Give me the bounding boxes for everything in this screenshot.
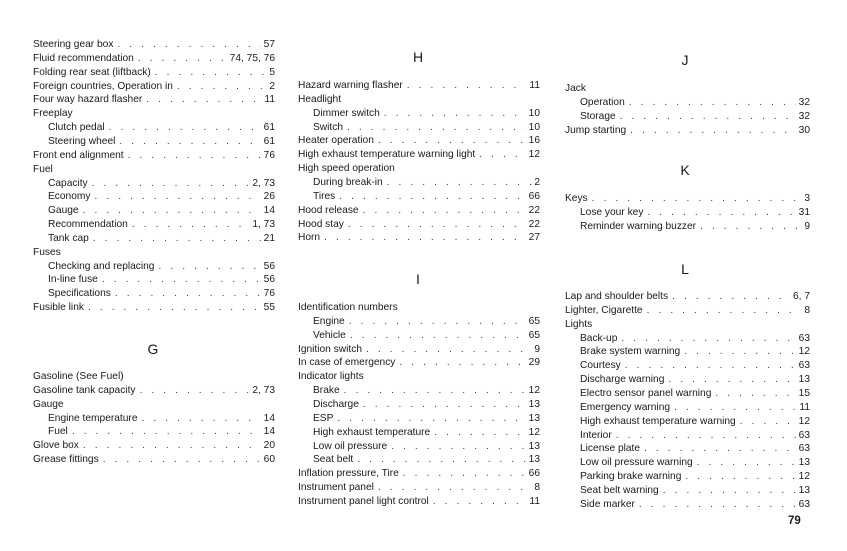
dot-leader (621, 332, 795, 346)
dot-leader (83, 204, 261, 218)
entry-label: Hood stay (298, 218, 344, 230)
dot-leader (647, 304, 802, 318)
section-letter-k: K (680, 162, 690, 178)
index-entry (33, 246, 275, 260)
entry-label: Instrument panel light control (298, 495, 429, 507)
entry-label: Headlight (298, 93, 342, 105)
index-subentry (313, 329, 540, 343)
section-letter-h: H (412, 49, 424, 65)
index-entry (565, 290, 810, 304)
index-subentry (313, 412, 540, 426)
entry-label: Lighter, Cigarette (565, 304, 643, 316)
entry-label: ESP (313, 412, 334, 424)
entry-page-ref: 2 (269, 80, 275, 92)
index-subentry (580, 373, 810, 387)
index-entry (33, 38, 275, 52)
dot-leader (620, 110, 796, 124)
entry-label: High speed operation (298, 163, 395, 175)
index-subentry (313, 107, 540, 121)
dot-leader (128, 149, 261, 163)
entry-label: Tires (313, 190, 336, 202)
index-entry (298, 343, 540, 357)
entry-label: Brake system warning (580, 346, 681, 358)
entry-label: Checking and replacing (48, 260, 155, 272)
entry-page-ref: 76 (263, 288, 275, 300)
entry-page-ref: 1, 73 (252, 219, 275, 231)
dot-leader (616, 429, 796, 443)
dot-leader (347, 121, 526, 135)
dot-leader (647, 206, 795, 220)
entry-label: During break-in (313, 176, 383, 188)
index-entry (298, 93, 540, 107)
entry-page-ref: 12 (528, 385, 540, 397)
index-subentry (580, 96, 810, 110)
entry-page-ref: 30 (798, 124, 810, 136)
entry-label: High exhaust temperature warning light (298, 149, 476, 161)
entry-label: Horn (298, 232, 321, 244)
index-entry (298, 148, 540, 162)
index-subentry (48, 287, 275, 301)
dot-leader (639, 498, 796, 512)
index-subentry (580, 470, 810, 484)
entry-label: Capacity (48, 177, 88, 189)
entry-page-ref: 31 (798, 206, 810, 218)
index-entry (33, 80, 275, 94)
entry-label: Reminder warning buzzer (580, 220, 697, 232)
entry-label: Grease fittings (33, 454, 99, 466)
dot-leader (403, 467, 526, 481)
entry-label: Switch (313, 121, 344, 133)
index-entry (565, 318, 810, 332)
dot-leader (625, 359, 796, 373)
index-entry (298, 231, 540, 245)
entry-label: Brake (313, 385, 340, 397)
entry-page-ref: 2 (534, 176, 540, 188)
dot-leader (83, 439, 261, 453)
entry-label: Low oil pressure (313, 440, 388, 452)
index-subentry (580, 110, 810, 124)
index-entry (298, 134, 540, 148)
index-subentry (48, 260, 275, 274)
dot-leader (93, 232, 261, 246)
entry-label: Engine (313, 315, 345, 327)
index-subentry (580, 484, 810, 498)
index-subentry (48, 412, 275, 426)
entry-label: Specifications (48, 288, 111, 300)
entry-label: Discharge (313, 398, 359, 410)
section-letter-j: J (681, 52, 689, 68)
index-subentry (580, 359, 810, 373)
dot-leader (644, 442, 796, 456)
index-entry (565, 304, 810, 318)
entry-label: Side marker (580, 498, 635, 510)
entry-label: Hazard warning flasher (298, 80, 403, 91)
index-entry (33, 149, 275, 163)
entry-label: Economy (48, 191, 91, 203)
entry-label: Gauge (33, 398, 64, 410)
entry-label: Ignition switch (298, 343, 362, 355)
dot-leader (592, 192, 802, 206)
dot-leader (349, 315, 526, 329)
index-entry (298, 162, 540, 176)
entry-label: License plate (580, 443, 641, 455)
entry-page-ref: 21 (263, 232, 275, 244)
entry-label: Operation (580, 96, 625, 108)
index-subentry (580, 498, 810, 512)
entry-page-ref: 5 (269, 66, 275, 78)
dot-leader (324, 231, 526, 245)
entry-label: Clutch pedal (48, 122, 105, 134)
entry-label: In-line fuse (48, 274, 98, 286)
entry-page-ref: 22 (528, 204, 540, 216)
entry-page-ref: 57 (263, 39, 275, 50)
index-subentry (580, 401, 810, 415)
index-entry (33, 453, 275, 467)
entry-page-ref: 2, 73 (252, 177, 275, 189)
dot-leader (138, 52, 227, 66)
index-entry (298, 467, 540, 481)
entry-page-ref: 11 (529, 80, 540, 91)
entry-label: Gauge (48, 205, 79, 217)
entry-page-ref: 12 (798, 346, 810, 358)
entry-page-ref: 12 (798, 471, 810, 483)
entry-label: Gasoline tank capacity (33, 384, 136, 396)
index-subentry (48, 177, 275, 191)
index-entry (298, 356, 540, 370)
entry-label: In case of emergency (298, 357, 396, 369)
entry-label: Jack (565, 83, 586, 94)
entry-page-ref: 63 (798, 360, 810, 372)
dot-leader (337, 412, 525, 426)
entry-label: Heater operation (298, 135, 374, 147)
dot-leader (674, 401, 796, 415)
entry-page-ref: 9 (534, 343, 540, 355)
entry-page-ref: 60 (263, 454, 275, 466)
index-entry (298, 301, 540, 315)
entry-page-ref: 12 (528, 426, 540, 438)
entry-page-ref: 12 (528, 149, 540, 161)
entry-label: Steering gear box (33, 39, 114, 50)
index-subentry (313, 315, 540, 329)
dot-leader (92, 177, 250, 191)
entry-page-ref: 11 (529, 495, 540, 507)
index-subentry (313, 190, 540, 204)
entry-page-ref: 13 (528, 412, 540, 424)
entry-label: Steering wheel (48, 135, 116, 147)
page-number: 79 (788, 515, 801, 527)
entry-label: Storage (580, 110, 616, 122)
dot-leader (140, 384, 250, 398)
index-entry (298, 495, 540, 509)
index-subentry (580, 415, 810, 429)
entry-page-ref: 14 (263, 426, 275, 438)
entry-page-ref: 13 (528, 398, 540, 410)
index-subentry (313, 453, 540, 467)
entry-label: High exhaust temperature (313, 426, 431, 438)
entry-label: Engine temperature (48, 412, 138, 424)
index-entry (33, 439, 275, 453)
dot-leader (391, 440, 525, 454)
dot-leader (433, 495, 527, 509)
index-entry (33, 52, 275, 66)
dot-leader (115, 287, 261, 301)
index-entry (565, 82, 810, 96)
entry-label: Fluid recommendation (33, 52, 134, 64)
entry-label: Emergency warning (580, 401, 671, 413)
entry-label: Electro sensor panel warning (580, 387, 712, 399)
dot-leader (155, 66, 267, 80)
index-subentry (48, 121, 275, 135)
entry-page-ref: 61 (263, 135, 275, 147)
entry-label: Freeplay (33, 108, 73, 120)
index-entry (33, 384, 275, 398)
index-entry (298, 481, 540, 495)
dot-leader (88, 301, 261, 315)
entry-page-ref: 63 (798, 498, 810, 510)
index-subentry (580, 345, 810, 359)
dot-leader (72, 425, 261, 439)
entry-page-ref: 8 (804, 304, 810, 316)
dot-leader (103, 453, 261, 467)
index-subentry (313, 121, 540, 135)
index-entry (33, 301, 275, 315)
index-subentry (48, 232, 275, 246)
entry-label: Fuses (33, 246, 61, 258)
dot-leader (344, 384, 526, 398)
dot-leader (387, 176, 532, 190)
entry-label: Vehicle (313, 329, 346, 341)
entry-page-ref: 32 (798, 96, 810, 108)
index-subentry (48, 273, 275, 287)
index-entry (298, 204, 540, 218)
dot-leader (378, 481, 531, 495)
entry-label: Tank cap (48, 232, 89, 244)
dot-leader (146, 93, 261, 107)
entry-page-ref: 63 (798, 332, 810, 344)
index-entry (33, 93, 275, 107)
entry-page-ref: 14 (263, 205, 275, 217)
entry-page-ref: 76 (263, 149, 275, 161)
entry-page-ref: 56 (263, 260, 275, 272)
dot-leader (102, 273, 261, 287)
entry-page-ref: 6, 7 (793, 291, 810, 302)
entry-label: High exhaust temperature warning (580, 415, 736, 427)
entry-page-ref: 11 (264, 94, 275, 106)
entry-page-ref: 15 (798, 387, 810, 399)
entry-page-ref: 12 (798, 415, 810, 427)
entry-label: Instrument panel (298, 482, 374, 494)
section-letter-i: I (416, 271, 420, 287)
dot-leader (630, 124, 796, 138)
entry-label: Seat belt (313, 454, 354, 466)
entry-label: Identification numbers (298, 302, 398, 313)
entry-label: Back-up (580, 332, 618, 344)
dot-leader (479, 148, 525, 162)
index-entry (565, 192, 810, 206)
entry-page-ref: 56 (263, 274, 275, 286)
entry-label: Parking brake warning (580, 471, 682, 483)
index-entry (298, 218, 540, 232)
entry-label: Low oil pressure warning (580, 457, 693, 469)
entry-label: Seat belt warning (580, 484, 659, 496)
section-letter-g: G (147, 341, 159, 357)
dot-leader (141, 412, 260, 426)
entry-page-ref: 63 (798, 429, 810, 441)
entry-label: Indicator lights (298, 371, 364, 383)
entry-label: Recommendation (48, 219, 128, 231)
index-subentry (313, 384, 540, 398)
entry-label: Lap and shoulder belts (565, 291, 669, 302)
index-entry (565, 124, 810, 138)
entry-label: Foreign countries, Operation in (33, 80, 173, 92)
entry-page-ref: 16 (528, 135, 540, 147)
entry-page-ref: 3 (804, 193, 810, 204)
entry-label: Four way hazard flasher (33, 94, 143, 106)
dot-leader (697, 456, 796, 470)
index-entry (33, 398, 275, 412)
index-subentry (313, 176, 540, 190)
index-subentry (313, 398, 540, 412)
dot-leader (158, 260, 260, 274)
entry-page-ref: 11 (799, 401, 810, 413)
dot-leader (339, 190, 525, 204)
index-subentry (580, 429, 810, 443)
entry-page-ref: 2, 73 (252, 384, 275, 396)
dot-leader (348, 218, 526, 232)
entry-page-ref: 55 (263, 302, 275, 314)
entry-page-ref: 14 (263, 412, 275, 424)
entry-page-ref: 29 (528, 357, 540, 369)
entry-page-ref: 66 (528, 468, 540, 480)
dot-leader (132, 218, 249, 232)
entry-label: Gasoline (See Fuel) (33, 371, 124, 382)
entry-label: Glove box (33, 440, 79, 452)
entry-label: Interior (580, 429, 612, 441)
entry-page-ref: 65 (528, 315, 540, 327)
entry-page-ref: 9 (804, 220, 810, 232)
dot-leader (672, 290, 790, 304)
entry-page-ref: 13 (528, 454, 540, 466)
index-subentry (580, 442, 810, 456)
dot-leader (357, 453, 525, 467)
entry-label: Keys (565, 193, 588, 204)
dot-leader (434, 426, 525, 440)
index-subentry (580, 220, 810, 234)
dot-leader (378, 134, 526, 148)
entry-page-ref: 13 (798, 374, 810, 386)
index-subentry (48, 218, 275, 232)
entry-label: Hood release (298, 204, 359, 216)
index-subentry (580, 456, 810, 470)
entry-label: Fusible link (33, 302, 84, 314)
entry-label: Lights (565, 318, 593, 330)
dot-leader (119, 135, 260, 149)
dot-leader (740, 415, 796, 429)
entry-label: Fuel (33, 163, 53, 175)
index-subentry (580, 332, 810, 346)
entry-page-ref: 13 (528, 440, 540, 452)
dot-leader (684, 345, 795, 359)
entry-page-ref: 20 (263, 440, 275, 452)
entry-label: Folding rear seat (liftback) (33, 66, 151, 78)
index-subentry (580, 387, 810, 401)
index-subentry (580, 206, 810, 220)
entry-label: Fuel (48, 426, 68, 438)
entry-page-ref: 10 (528, 107, 540, 119)
entry-page-ref: 65 (528, 329, 540, 341)
entry-page-ref: 13 (798, 484, 810, 496)
entry-label: Front end alignment (33, 149, 124, 161)
entry-label: Lose your key (580, 206, 644, 218)
entry-label: Discharge warning (580, 374, 665, 386)
dot-leader (685, 470, 795, 484)
index-subentry (313, 440, 540, 454)
index-entry (33, 66, 275, 80)
entry-page-ref: 61 (263, 122, 275, 134)
entry-page-ref: 66 (528, 190, 540, 202)
index-entry (33, 163, 275, 177)
entry-page-ref: 63 (798, 443, 810, 455)
dot-leader (384, 107, 526, 121)
entry-page-ref: 13 (798, 457, 810, 469)
entry-page-ref: 32 (798, 110, 810, 122)
index-subentry (48, 135, 275, 149)
dot-leader (668, 373, 795, 387)
dot-leader (350, 329, 526, 343)
dot-leader (363, 398, 526, 412)
index-entry (33, 107, 275, 121)
index-subentry (48, 204, 275, 218)
dot-leader (366, 343, 531, 357)
index-subentry (48, 190, 275, 204)
entry-page-ref: 26 (263, 191, 275, 203)
entry-page-ref: 8 (534, 482, 540, 494)
index-entry (298, 370, 540, 384)
dot-leader (715, 387, 795, 401)
entry-label: Jump starting (565, 124, 627, 136)
dot-leader (177, 80, 266, 94)
dot-leader (700, 220, 801, 234)
dot-leader (109, 121, 261, 135)
dot-leader (629, 96, 796, 110)
index-entry (33, 370, 275, 384)
index-subentry (48, 425, 275, 439)
entry-page-ref: 10 (528, 121, 540, 133)
entry-label: Courtesy (580, 360, 621, 372)
entry-page-ref: 74, 75, 76 (229, 52, 275, 64)
dot-leader (407, 79, 527, 93)
index-subentry (313, 426, 540, 440)
entry-label: Dimmer switch (313, 107, 380, 119)
dot-leader (399, 356, 525, 370)
dot-leader (117, 38, 260, 52)
dot-leader (663, 484, 796, 498)
dot-leader (363, 204, 526, 218)
entry-label: Inflation pressure, Tire (298, 468, 399, 480)
section-letter-l: L (681, 261, 689, 277)
entry-page-ref: 22 (528, 218, 540, 230)
dot-leader (94, 190, 260, 204)
index-entry (298, 79, 540, 93)
entry-page-ref: 27 (528, 232, 540, 244)
